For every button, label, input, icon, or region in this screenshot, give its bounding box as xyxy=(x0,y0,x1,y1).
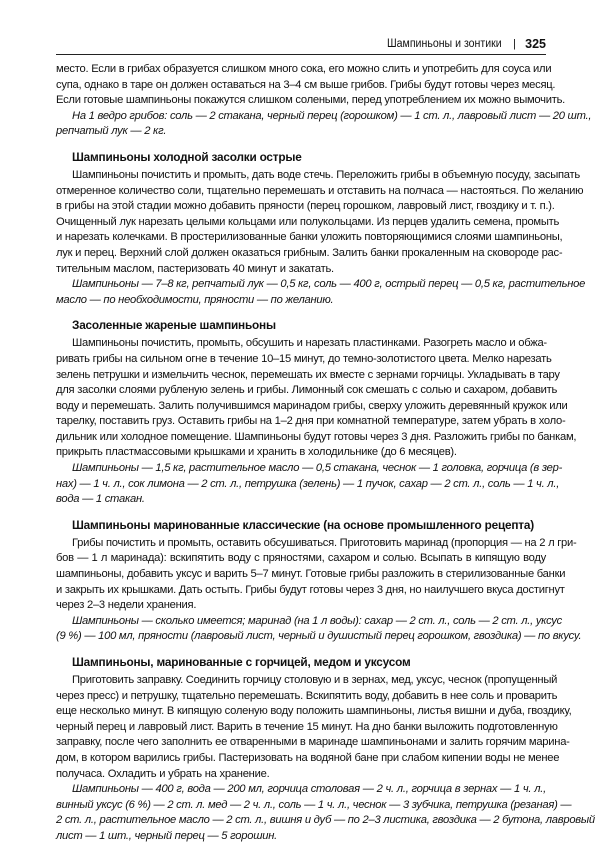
text-line: дильник или холодное помещение. Шампиньоны будут готовы через 3 дня. Разложить грибы по банкам, xyxy=(56,430,577,443)
recipe-title: Засоленные жареные шампиньоны xyxy=(72,318,276,333)
text-line: зелень петрушки и измельчить чеснок, перемешать их вместе с зернами горчицы. Укладывать в тару xyxy=(56,368,560,381)
text-line: через пресс) и петрушку, тщательно перемешать. Вскипятить воду, добавить в нее соль и проварить xyxy=(56,689,558,702)
text-line: репчатый лук — 2 кг. xyxy=(56,125,167,138)
page-body xyxy=(56,62,595,845)
text-line: и нарезать колечками. В простерилизованные банки уложить повторяющимися слоями шампиньоны, xyxy=(56,231,563,244)
text-line: прикрыть пластмассовыми крышками и хранить в холодильнике (до 6 месяцев). xyxy=(56,446,457,459)
text-line: Грибы почистить и промыть, оставить обсушиваться. Приготовить маринад (пропорция — на 2 л гри- xyxy=(72,536,577,549)
text-line: лук и перец. Верхний слой должен оказаться грибным. Залить банки прокаленным на сковороде рас- xyxy=(56,246,563,259)
recipe-method xyxy=(56,536,577,614)
text-line: супа, однако в таре он должен оставаться на 3–4 см выше грибов. Грибы будут готовы через месяц. xyxy=(56,78,556,91)
recipe-ingredients xyxy=(56,461,563,508)
text-line: Шампиньоны — 7–8 кг, репчатый лук — 0,5 кг, соль — 400 г, острый перец — 0,5 кг, растительное xyxy=(72,278,586,291)
text-line: Шампиньоны — сколько имеется; маринад (на 1 л воды): сахар — 2 ст. л., соль — 2 ст. л., уксус xyxy=(72,614,562,627)
text-line: Очищенный лук нарезать целыми кольцами или полукольцами. Из перцев удалить семена, промыть xyxy=(56,215,560,228)
text-line: На 1 ведро грибов: соль — 2 стакана, черный перец (горошком) — 1 ст. л., лавровый лист — 20 шт., xyxy=(72,109,592,122)
text-line: Шампиньоны — 400 г, вода — 200 мл, горчица столовая — 2 ч. л., горчица в зернах — 1 ч. л., xyxy=(72,783,546,796)
text-line: Приготовить заправку. Соединить горчицу столовую и в зернах, мед, уксус, чеснок (пропущенный xyxy=(72,674,558,686)
text-line: Шампиньоны почистить и промыть, дать воде стечь. Переложить грибы в объемную посуду, засыпать xyxy=(72,168,580,181)
text-line: заправку, после чего заполнить ее отваренными в маринаде шампиньонами и залить горячим марина- xyxy=(56,736,570,749)
text-line: ривать грибы на сильном огне в течение 10–15 минут, до темно-золотистого цвета. Мелко нарезать xyxy=(56,352,552,365)
recipe-ingredients xyxy=(56,277,586,308)
text-line: лист — 1 шт., черный перец — 5 горошин. xyxy=(56,829,277,842)
text-line: для засолки слоями рубленую зелень и грибы. Лимонный сок смешать с солью и сахаром, добавить xyxy=(56,384,558,397)
header-separator: | xyxy=(513,38,516,50)
text-line: вода — 1 стакан. xyxy=(56,493,145,506)
text-line: черный перец и лавровый лист. Варить в течение 15 минут. На дно банки выложить подготовленную xyxy=(56,720,558,733)
recipe-title: Шампиньоны, маринованные с горчицей, медом и уксусом xyxy=(72,655,411,669)
text-line: Если готовые шампиньоны покажутся слишком солеными, перед употреблением их можно вымочить. xyxy=(56,94,566,107)
text-line: (9 %) — 100 мл, пряности (лавровый лист, черный и душистый перец горошком, гвоздика) — по вкусу. xyxy=(56,630,582,643)
recipe-title: Шампиньоны холодной засолки острые xyxy=(72,149,302,164)
running-header xyxy=(56,34,546,55)
recipe-method xyxy=(56,336,577,461)
running-title: Шампиньоны и зонтики xyxy=(387,38,502,50)
text-line: в грибы на этой стадии можно добавить пряности (перец горошком, лавровый лист, гвоздику и т. п.). xyxy=(56,200,555,213)
text-line: Шампиньоны — 1,5 кг, растительное масло — 0,5 стакана, чеснок — 1 головка, горчица (в зер- xyxy=(72,462,563,475)
intro-ingredients xyxy=(56,109,592,140)
recipe-method xyxy=(56,168,584,277)
text-line: винный уксус (6 %) — 2 ст. л. мед — 2 ч. л., соль — 1 ч. л., чеснок — 3 зубчика, петрушка (резаная) — xyxy=(56,798,572,811)
text-line: бов — 1 л маринада): вскипятить воду с пряностями, сахаром и солью. Всыпать в кипящую воду xyxy=(56,552,546,565)
text-line: нах) — 1 ч. л., сок лимона — 2 ст. л., петрушка (зелень) — 1 пучок, сахар — 2 ст. л., соль — 1 ч. л., xyxy=(56,477,560,490)
text-line: дом, в котором варились грибы. Пастеризовать на водяной бане при слабом кипении воды не менее xyxy=(56,751,560,764)
recipe-title: Шампиньоны маринованные классические (на основе промышленного рецепта) xyxy=(72,517,534,532)
text-line: еще несколько минут. В кипящую соленую воду положить шампиньоны, листья вишни и дуба, гвоздику, xyxy=(56,705,572,718)
recipe-method xyxy=(56,673,572,782)
text-line: воду и перемешать. Залить получившимся маринадом грибы, сверху уложить деревянный кружок или xyxy=(56,399,568,412)
text-line: тительным маслом, пастеризовать 40 минут и закатать. xyxy=(56,262,334,275)
page-number: 325 xyxy=(525,37,546,51)
intro-paragraph xyxy=(56,62,566,109)
text-line: 2 ст. л., растительное масло — 2 ст. л., вишня и дуб — по 2–3 листика, гвоздика — 2 бутона, лавровый xyxy=(56,814,595,827)
text-line: место. Если в грибах образуется слишком много сока, его можно слить и употребить для соуса или xyxy=(56,63,552,75)
text-line: шампиньоны, добавить уксус и варить 5–7 минут. Готовые грибы разложить в стерилизованные банки xyxy=(56,568,566,581)
text-line: Шампиньоны почистить, промыть, обсушить и нарезать пластинками. Разогреть масло и обжа- xyxy=(72,337,547,350)
text-line: масло — по необходимости, пряности — по желанию. xyxy=(56,293,334,306)
recipe-ingredients xyxy=(56,782,595,844)
text-line: отмеренное количество соли, тщательно перемешать и отставить на полчаса — настояться. По желанию xyxy=(56,184,584,197)
text-line: через 2–3 недели хранения. xyxy=(56,599,197,612)
recipe-ingredients xyxy=(56,614,582,645)
text-line: и закрыть их крышками. Дать остыть. Грибы будут готовы через 3 дня, но наилучшего вкуса достигнут xyxy=(56,583,565,596)
text-line: получаса. Охладить и убрать на хранение. xyxy=(56,767,270,780)
text-line: тарелку, поставить груз. Оставить грибы на 1–2 дня при комнатной температуре, затем убрать в холо- xyxy=(56,415,566,428)
